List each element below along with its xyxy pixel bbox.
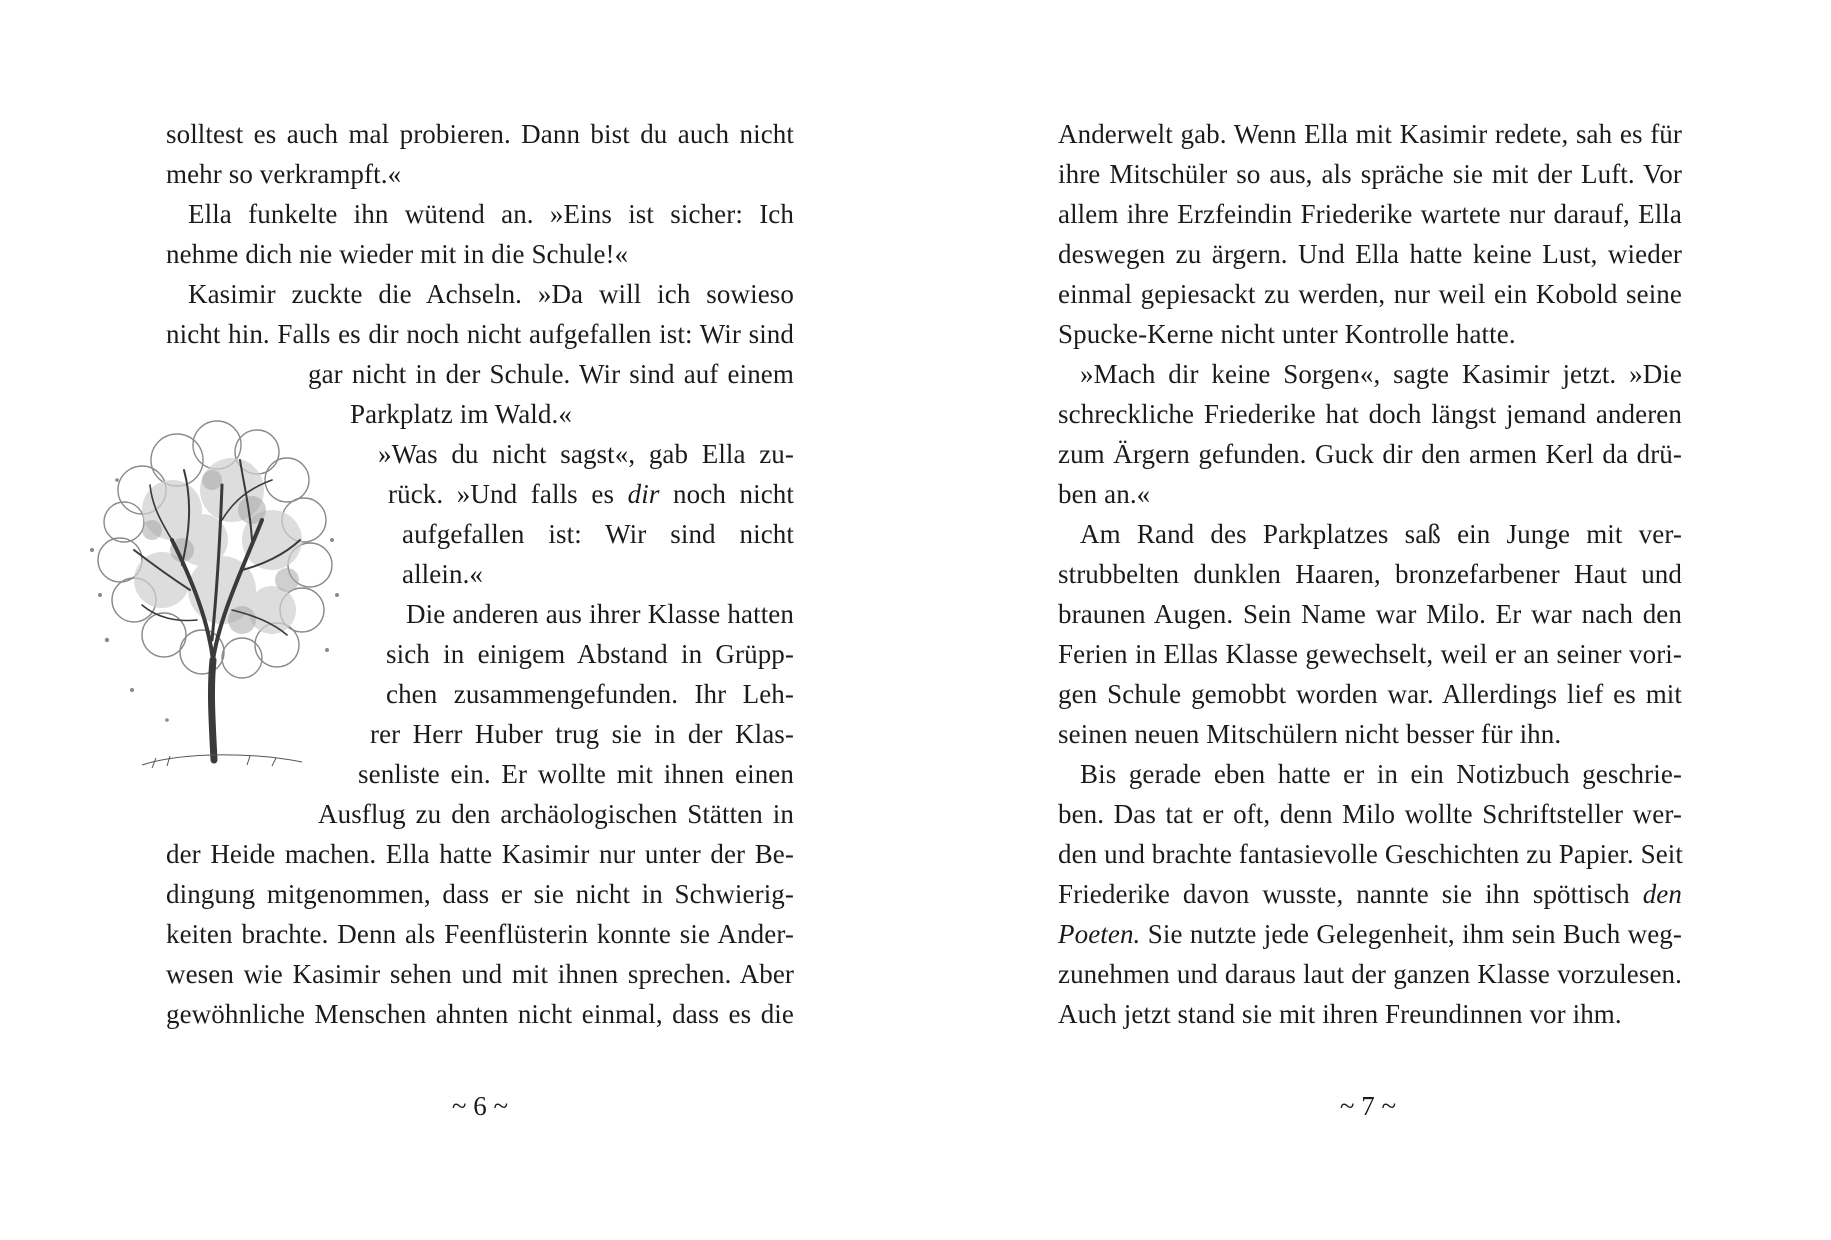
text-line: Spucke-Kerne nicht unter Kontrolle hatte.: [1058, 319, 1516, 349]
text-span: noch nicht: [659, 479, 794, 509]
text-line: den und brachte fantasievolle Geschichten zu Papier. Seit: [1058, 839, 1683, 869]
text-line: »Mach dir keine Sorgen«, sagte Kasimir jetzt. »Die: [1080, 359, 1682, 389]
text-line: chen zusammengefunden. Ihr Leh-: [386, 679, 794, 709]
text-line: Kasimir zuckte die Achseln. »Da will ich sowieso: [188, 279, 794, 309]
text-line: allem ihre Erzfeindin Friederike wartete nur darauf, Ella: [1058, 199, 1682, 229]
text-line: einmal gepiesackt zu werden, nur weil ein Kobold seine: [1058, 279, 1682, 309]
text-line: seinen neuen Mitschülern nicht besser für ihn.: [1058, 719, 1562, 749]
text-line: nehme dich nie wieder mit in die Schule!«: [166, 239, 629, 269]
text-line: Ella funkelte ihn wütend an. »Eins ist sicher: Ich: [188, 199, 794, 229]
text-line: ihre Mitschüler so aus, als spräche sie mit der Luft. Vor: [1058, 159, 1682, 189]
text-line: Auch jetzt stand sie mit ihren Freundinnen vor ihm.: [1058, 999, 1622, 1029]
text-line: schreckliche Friederike hat doch längst jemand anderen: [1058, 399, 1682, 429]
text-line: rer Herr Huber trug sie in der Klas-: [370, 719, 794, 749]
text-line: gen Schule gemobbt worden war. Allerdings lief es mit: [1058, 679, 1682, 709]
text-line: [1058, 914, 1682, 954]
text-line: aufgefallen ist: Wir sind nicht: [402, 519, 794, 549]
text-line: Bis gerade eben hatte er in ein Notizbuch geschrie-: [1080, 759, 1682, 789]
text-line: dingung mitgenommen, dass er sie nicht in Schwierig-: [166, 879, 794, 909]
page-number: ~ 7 ~: [1339, 1091, 1397, 1121]
text-span: Sie nutzte jede Gelegenheit, ihm sein Buch weg-: [1140, 919, 1682, 949]
text-line: nicht hin. Falls es dir noch nicht aufgefallen ist: Wir sind: [166, 319, 794, 349]
text-line: allein.«: [402, 559, 484, 589]
emphasis: Poeten.: [1058, 919, 1141, 949]
text-line: Anderwelt gab. Wenn Ella mit Kasimir redete, sah es für: [1058, 119, 1682, 149]
text-line: wesen wie Kasimir sehen und mit ihnen sprechen. Aber: [166, 959, 794, 989]
text-line: zum Ärgern gefunden. Guck dir den armen Kerl da drü-: [1058, 439, 1682, 469]
text-line: braunen Augen. Sein Name war Milo. Er war nach den: [1058, 599, 1682, 629]
text-line: [1058, 874, 1682, 914]
text-line: keiten brachte. Denn als Feenflüsterin konnte sie Ander-: [166, 919, 794, 949]
tree-icon: [72, 390, 352, 790]
text-line: senliste ein. Er wollte mit ihnen einen: [358, 759, 794, 789]
text-line: zunehmen und daraus laut der ganzen Klasse vorzulesen.: [1058, 959, 1682, 989]
text-line: sich in einigem Abstand in Grüpp-: [386, 639, 794, 669]
text-span: rück. »Und falls es: [388, 479, 628, 509]
text-line: solltest es auch mal probieren. Dann bist du auch nicht: [166, 119, 794, 149]
text-line: gewöhnliche Menschen ahnten nicht einmal, dass es die: [166, 999, 794, 1029]
left-page: [0, 0, 915, 1240]
text-line: der Heide machen. Ella hatte Kasimir nur unter der Be-: [166, 839, 794, 869]
text-line: gar nicht in der Schule. Wir sind auf einem: [308, 359, 794, 389]
text-line: ben an.«: [1058, 479, 1151, 509]
text-line: Am Rand des Parkplatzes saß ein Junge mit ver-: [1080, 519, 1682, 549]
page-number: ~ 6 ~: [451, 1091, 509, 1121]
text-line: »Was du nicht sagst«, gab Ella zu-: [378, 439, 794, 469]
text-line: Die anderen aus ihrer Klasse hatten: [406, 599, 794, 629]
text-span: Friederike davon wusste, nannte sie ihn spöttisch: [1058, 879, 1643, 909]
text-line: Parkplatz im Wald.«: [350, 399, 572, 429]
text-line: Ausflug zu den archäologischen Stätten in: [318, 799, 794, 829]
text-line: deswegen zu ärgern. Und Ella hatte keine Lust, wieder: [1058, 239, 1682, 269]
text-line: [388, 474, 794, 514]
right-page: [916, 0, 1831, 1240]
text-line: ben. Das tat er oft, denn Milo wollte Schriftsteller wer-: [1058, 799, 1682, 829]
text-line: Ferien in Ellas Klasse gewechselt, weil er an seiner vori-: [1058, 639, 1682, 669]
emphasis: den: [1642, 879, 1682, 909]
text-line: strubbelten dunklen Haaren, bronzefarbener Haut und: [1058, 559, 1682, 589]
text-line: mehr so verkrampft.«: [166, 159, 402, 189]
emphasis: dir: [627, 479, 660, 509]
